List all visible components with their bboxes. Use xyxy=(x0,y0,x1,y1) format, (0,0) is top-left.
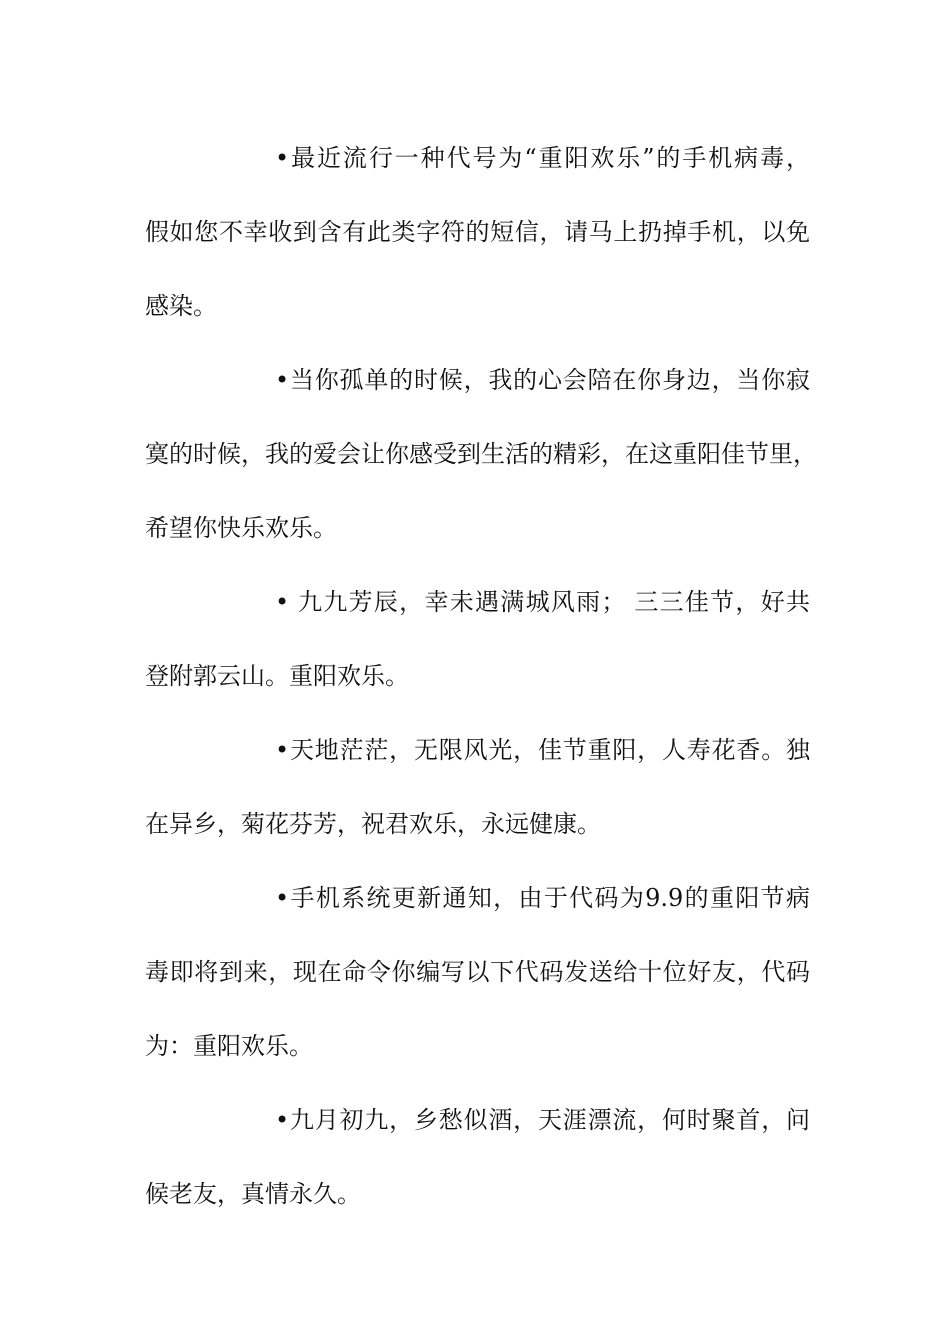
paragraph-1-line-2: 假如您不幸收到含有此类字符的短信，请马上扔掉手机，以免 xyxy=(145,218,810,246)
paragraph-2-line-1: •当你孤单的时候，我的心会陪在你身边，当你寂 xyxy=(275,366,810,394)
paragraph-5-line-3: 为：重阳欢乐。 xyxy=(145,1032,313,1060)
paragraph-1-line-1: •最近流行一种代号为“重阳欢乐”的手机病毒， xyxy=(275,144,810,172)
paragraph-4-line-2: 在异乡，菊花芬芳，祝君欢乐，永远健康。 xyxy=(145,810,601,838)
paragraph-3-line-2: 登附郭云山。重阳欢乐。 xyxy=(145,662,409,690)
paragraph-6-line-1: •九月初九，乡愁似酒，天涯漂流，何时聚首，问 xyxy=(275,1106,810,1134)
paragraph-5-line-2: 毒即将到来，现在命令你编写以下代码发送给十位好友，代码 xyxy=(145,958,810,986)
document-body xyxy=(145,121,817,1231)
paragraph-1-line-3: 感染。 xyxy=(145,292,217,320)
paragraph-4-line-1: •天地茫茫，无限风光，佳节重阳，人寿花香。独 xyxy=(275,736,810,764)
paragraph-3-line-1: • 九九芳辰，幸未遇满城风雨； 三三佳节，好共 xyxy=(275,588,810,616)
paragraph-2-line-3: 希望你快乐欢乐。 xyxy=(145,514,337,542)
paragraph-5-line-1: •手机系统更新通知，由于代码为9.9的重阳节病 xyxy=(275,884,810,912)
paragraph-6-line-2: 候老友，真情永久。 xyxy=(145,1180,361,1208)
paragraph-2-line-2: 寞的时候，我的爱会让你感受到生活的精彩，在这重阳佳节里， xyxy=(145,440,817,468)
